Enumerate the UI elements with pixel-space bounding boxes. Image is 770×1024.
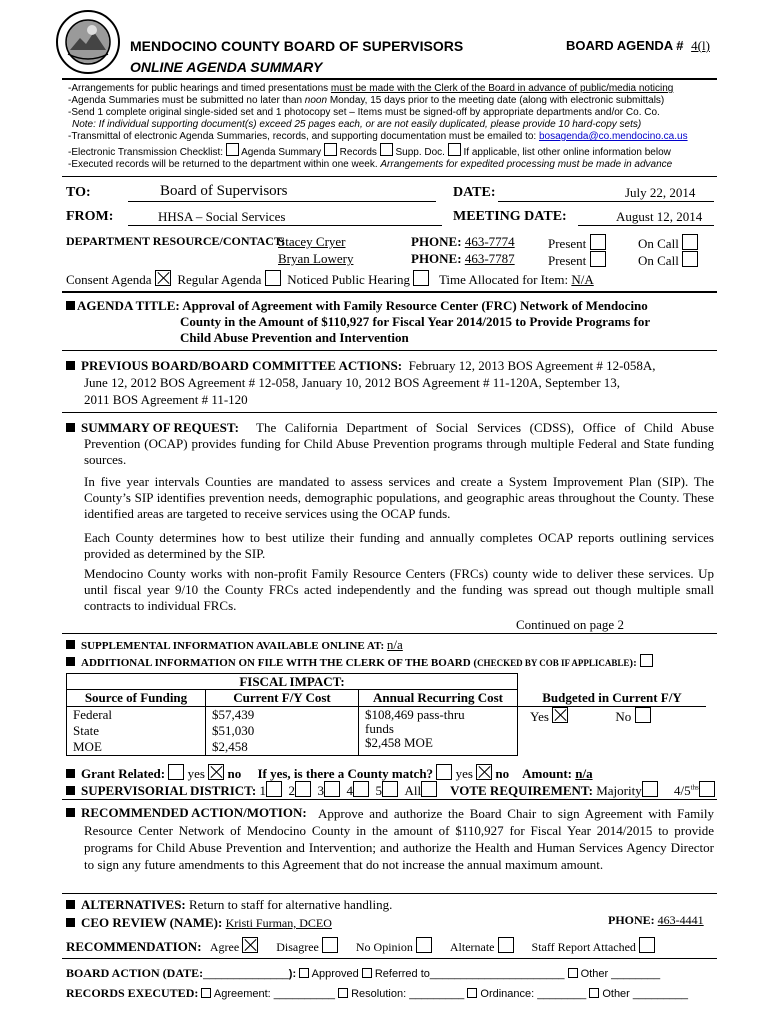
meeting-date-label: MEETING DATE: — [453, 209, 567, 224]
note-line: Note: If individual supporting document(s) exceed 25 pages each, or are not easily duplicated, please provide 10 hard-copy sets) — [72, 119, 642, 130]
continued-note: Continued on page 2 — [516, 617, 624, 632]
agreement-checkbox[interactable] — [201, 988, 211, 998]
district-5-checkbox[interactable] — [382, 781, 398, 797]
present-option: Present — [548, 234, 606, 252]
county-seal — [56, 10, 120, 74]
recommended-label-row: RECOMMENDED ACTION/MOTION: — [66, 805, 307, 821]
grant-yes-checkbox[interactable] — [168, 764, 184, 780]
records-other-checkbox[interactable] — [589, 988, 599, 998]
present-option: Present — [548, 251, 606, 269]
note-line: -Transmittal of electronic Agenda Summaries, records, and supporting documentation must be emailed to: bosagenda@co.mendocino.ca.us — [68, 131, 688, 142]
consent-checkbox[interactable] — [155, 270, 171, 286]
agenda-label: BOARD AGENDA # — [566, 38, 684, 53]
contact-name: Bryan Lowery — [278, 251, 354, 266]
records-executed-row: RECORDS EXECUTED: Agreement: __________ Resolution: _________ Ordinance: ________ Other _________ — [66, 986, 688, 1000]
district-row: SUPERVISORIAL DISTRICT: 1 2 3 4 5 All VOTE REQUIREMENT: Majority $4/5^{ths}$ — [66, 781, 715, 799]
budgeted-yes-checkbox[interactable] — [552, 707, 568, 723]
ceo-phone: PHONE: 463-4441 — [608, 913, 704, 927]
contact-label: DEPARTMENT RESOURCE/CONTACT: — [66, 234, 286, 248]
fourfifths-checkbox[interactable] — [699, 781, 715, 797]
summary-paragraph: Mendocino County works with non-profit Family Resource Centers (FRCs) county wide to deliver these services. Up until fiscal year 9/10 the County FRCs acted independently and the funding was spread out though multiple small contracts to individual FRCs. — [84, 566, 714, 613]
budgeted-cell: Yes No — [518, 707, 707, 756]
instructions-block — [68, 83, 718, 171]
source-cell: Federal State MOE — [67, 707, 206, 756]
summary-label-row: SUMMARY OF REQUEST: — [66, 420, 239, 436]
note-line: -Agenda Summaries must be submitted no later than noon Monday, 15 days prior to the meeting date (along with electronic submittals) — [68, 95, 665, 106]
district-2-checkbox[interactable] — [295, 781, 311, 797]
oncall-checkbox[interactable] — [682, 251, 698, 267]
no-opinion-checkbox[interactable] — [416, 937, 432, 953]
summary-paragraph: The California Department of Social Services (CDSS), Office of Child Abuse Prevention (OCAP) provides funding for Child Abuse Prevention programs through multiple Federal and State funding sources. — [84, 420, 714, 467]
alternatives-row: ALTERNATIVES: Return to staff for alternative handling. — [66, 897, 392, 913]
present-checkbox[interactable] — [590, 234, 606, 250]
budgeted-no-checkbox[interactable] — [635, 707, 651, 723]
date-value: July 22, 2014 — [625, 185, 696, 200]
ordinance-checkbox[interactable] — [467, 988, 477, 998]
other-checkbox[interactable] — [568, 968, 578, 978]
fiscal-title: FISCAL IMPACT: — [67, 674, 518, 690]
agenda-type-row: Consent Agenda Regular Agenda Noticed Public Hearing Time Allocated for Item: N/A — [66, 272, 594, 287]
date-label: DATE: — [453, 185, 496, 200]
cob-checkbox[interactable] — [640, 654, 653, 667]
checkbox[interactable] — [226, 143, 239, 156]
match-yes-checkbox[interactable] — [436, 764, 452, 780]
col-source: Source of Funding — [67, 690, 206, 707]
from-value: HHSA – Social Services — [158, 209, 286, 224]
district-1-checkbox[interactable] — [266, 781, 282, 797]
majority-checkbox[interactable] — [642, 781, 658, 797]
to-label: TO: — [66, 185, 91, 200]
note-line: -Executed records will be returned to the department within one week. Arrangements for expedited processing must be made in advance — [68, 159, 673, 170]
resolution-checkbox[interactable] — [338, 988, 348, 998]
supplemental-row: SUPPLEMENTAL INFORMATION AVAILABLE ONLINE AT: n/a — [66, 637, 403, 653]
note-line: -Arrangements for public hearings and timed presentations must be made with the Clerk of the Board in advance of public/media noticing — [68, 83, 674, 94]
ceo-row: CEO REVIEW (NAME): Kristi Furman, DCEO — [66, 915, 332, 931]
meeting-date-value: August 12, 2014 — [616, 209, 703, 224]
oncall-checkbox[interactable] — [682, 234, 698, 250]
summary-paragraph: Each County determines how to best utilize their funding and annually completes OCAP reports outlining services provided as determined by the SIP. — [84, 530, 714, 561]
referred-checkbox[interactable] — [362, 968, 372, 978]
district-4-checkbox[interactable] — [353, 781, 369, 797]
col-budgeted: Budgeted in Current F/Y — [518, 690, 707, 707]
additional-row: ADDITIONAL INFORMATION ON FILE WITH THE CLERK OF THE BOARD (CHECKED BY COB IF APPLICABLE): — [66, 654, 653, 669]
agenda-title-section: AGENDA TITLE: Approval of Agreement with Family Resource Center (FRC) Network of Mendocino County in the Amount of $110,927 for Fiscal Year 2014/2015 to Provide Programs for Child Abuse Prevention and Intervention — [66, 298, 650, 346]
district-3-checkbox[interactable] — [324, 781, 340, 797]
alternate-checkbox[interactable] — [498, 937, 514, 953]
fiscal-impact-table — [66, 673, 706, 756]
district-all-checkbox[interactable] — [421, 781, 437, 797]
present-checkbox[interactable] — [590, 251, 606, 267]
previous-actions: PREVIOUS BOARD/BOARD COMMITTEE ACTIONS: February 12, 2013 BOS Agreement # 12-058A, June 12, 2012 BOS Agreement # 12-058, January 10, 2012 BOS Agreement # 11-120A, September 13, 2011 BOS Agreement # 11-120 — [66, 357, 656, 408]
match-no-checkbox[interactable] — [476, 764, 492, 780]
oncall-option: On Call — [638, 234, 698, 252]
summary-title: ONLINE AGENDA SUMMARY — [130, 59, 323, 75]
checklist-line: -Electronic Transmission Checklist: Agenda Summary Records Supp. Doc. If applicable, list other online information below — [68, 143, 718, 159]
board-action-row: BOARD ACTION (DATE:______________): Approved Referred to______________________ Other ________ — [66, 966, 661, 980]
contact-name: Stacey Cryer — [278, 234, 346, 249]
note-line: -Send 1 complete original single-sided set and 1 photocopy set – Items must be signed-off by appropriate departments and/or Co. Co. — [68, 107, 660, 118]
grant-row: Grant Related: yes no If yes, is there a County match? yes no Amount: n/a — [66, 764, 593, 782]
oncall-option: On Call — [638, 251, 698, 269]
checkbox[interactable] — [380, 143, 393, 156]
col-recurring: Annual Recurring Cost — [359, 690, 518, 707]
regular-checkbox[interactable] — [265, 270, 281, 286]
grant-no-checkbox[interactable] — [208, 764, 224, 780]
col-current: Current F/Y Cost — [206, 690, 359, 707]
checkbox[interactable] — [324, 143, 337, 156]
approved-checkbox[interactable] — [299, 968, 309, 978]
to-value: Board of Supervisors — [160, 183, 288, 199]
checkbox[interactable] — [448, 143, 461, 156]
contact-phone-row: PHONE: 463-7787 — [411, 251, 515, 266]
recommendation-row: RECOMMENDATION: Agree Disagree No Opinion Alternate Staff Report Attached — [66, 937, 655, 955]
noticed-checkbox[interactable] — [413, 270, 429, 286]
staff-report-checkbox[interactable] — [639, 937, 655, 953]
contact-phone-row: PHONE: 463-7774 — [411, 234, 515, 249]
recommended-text: Approve and authorize the Board Chair to sign Agreement with Family Resource Center Network of Mendocino County in the amount of $110,927 for Fiscal Year 2014/2015 to provide programs for Child Abuse Prevention and Intervention; and authorize the Health and Human Services Agency Director to sign any future amendments to this Agreement that do not increase the annual maximum amount. — [84, 806, 714, 872]
from-label: FROM: — [66, 209, 114, 224]
current-cell: $57,439 $51,030 $2,458 — [206, 707, 359, 756]
summary-paragraph: In five year intervals Counties are mandated to assess services and create a System Improvement Plan (SIP). The County’s SIP identifies prevention needs, demographic populations, and geographic areas throughout the County. These identified areas are targeted to receive services using the OCAP funds. — [84, 474, 714, 521]
board-agenda-label — [566, 38, 710, 54]
agree-checkbox[interactable] — [242, 937, 258, 953]
board-title: MENDOCINO COUNTY BOARD OF SUPERVISORS — [130, 38, 464, 54]
recurring-cell: $108,469 pass-thru funds $2,458 MOE — [359, 707, 518, 756]
disagree-checkbox[interactable] — [322, 937, 338, 953]
agenda-number: 4(l) — [691, 38, 710, 53]
